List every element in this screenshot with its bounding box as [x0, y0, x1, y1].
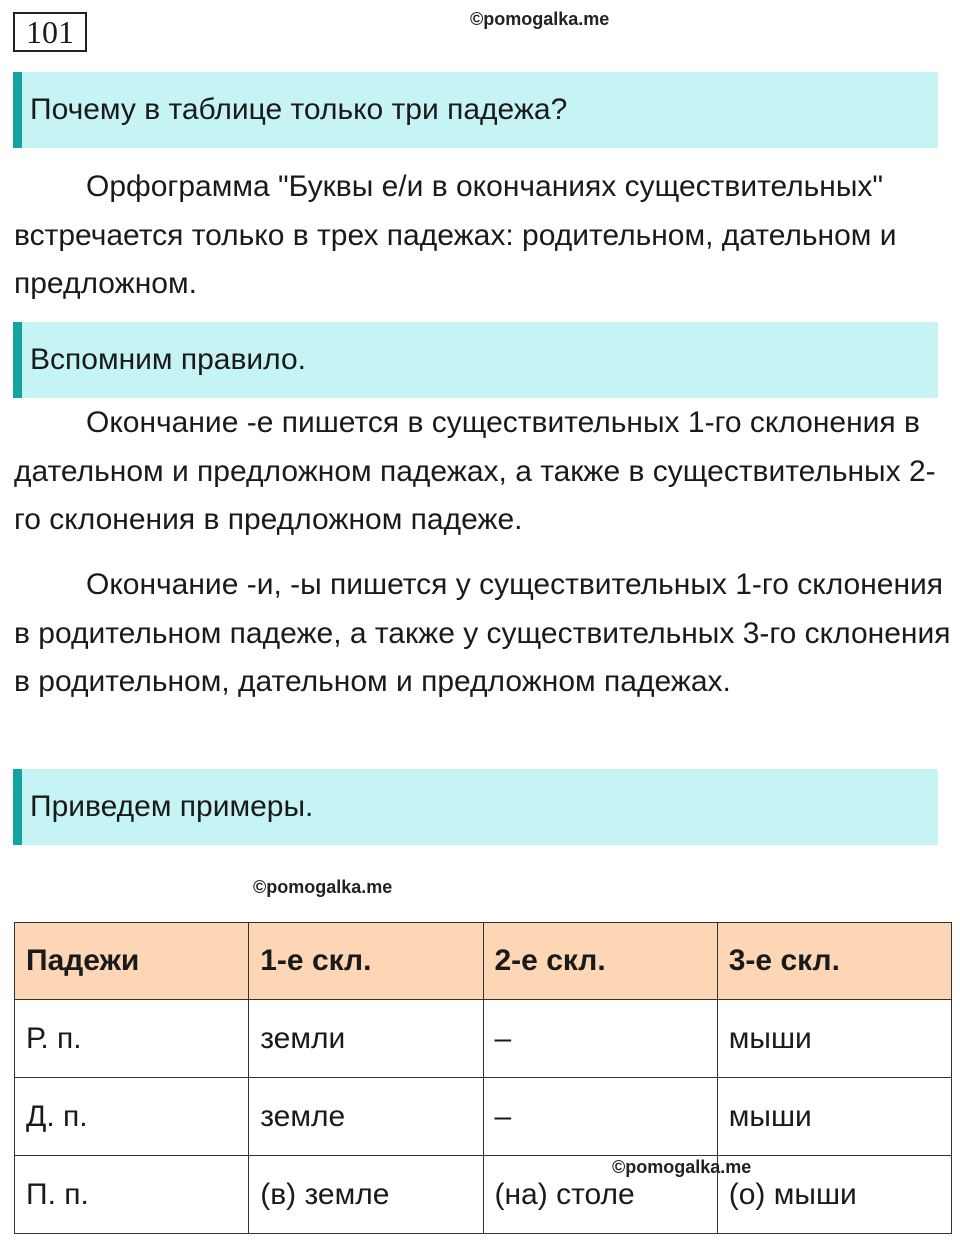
watermark: ©pomogalka.me	[470, 9, 610, 29]
table-cell: (о) мыши	[717, 1156, 951, 1234]
table-cell: Р. п.	[15, 1000, 249, 1078]
rule-paragraph-i: Окончание -и, -ы пишется у существительных 1-го склонения в родительном падеже, а также у существительных 3-го склонения в родительном, дательном и предложном падежах.	[14, 568, 951, 698]
header-cell: 2-е скл.	[483, 923, 717, 1000]
table-cell: земле	[249, 1078, 483, 1156]
table-row	[15, 1156, 952, 1234]
table-header-row	[15, 923, 952, 1000]
table-cell: (на) столе	[483, 1156, 717, 1234]
header-cell: 3-е скл.	[717, 923, 951, 1000]
table-cell: –	[483, 1000, 717, 1078]
watermark: ©pomogalka.me	[612, 1157, 752, 1177]
section-heading-examples: Приведем примеры.	[13, 769, 938, 845]
table-cell: П. п.	[15, 1156, 249, 1234]
table-cell: –	[483, 1078, 717, 1156]
table-cell: Д. п.	[15, 1078, 249, 1156]
section-heading-rule: Вспомним правило.	[13, 322, 938, 398]
rule-paragraph-e: Окончание -е пишется в существительных 1-го склонения в дательном и предложном падежах, а также в существительных 2-го склонения в предложном падеже.	[14, 406, 936, 536]
table-row	[15, 1078, 952, 1156]
task-number: 101	[13, 12, 87, 52]
table-cell: земли	[249, 1000, 483, 1078]
table-row	[15, 1000, 952, 1078]
table-cell: мыши	[717, 1078, 951, 1156]
header-cell: Падежи	[15, 923, 249, 1000]
cases-table	[14, 922, 952, 1234]
header-cell: 1-е скл.	[249, 923, 483, 1000]
watermark: ©pomogalka.me	[253, 877, 393, 897]
table-cell: (в) земле	[249, 1156, 483, 1234]
answer-paragraph: Орфограмма "Буквы е/и в окончаниях существительных" встречается только в трех падежах: родительном, дательном и предложном.	[14, 170, 897, 300]
section-heading-question: Почему в таблице только три падежа?	[13, 72, 938, 148]
table-cell: мыши	[717, 1000, 951, 1078]
